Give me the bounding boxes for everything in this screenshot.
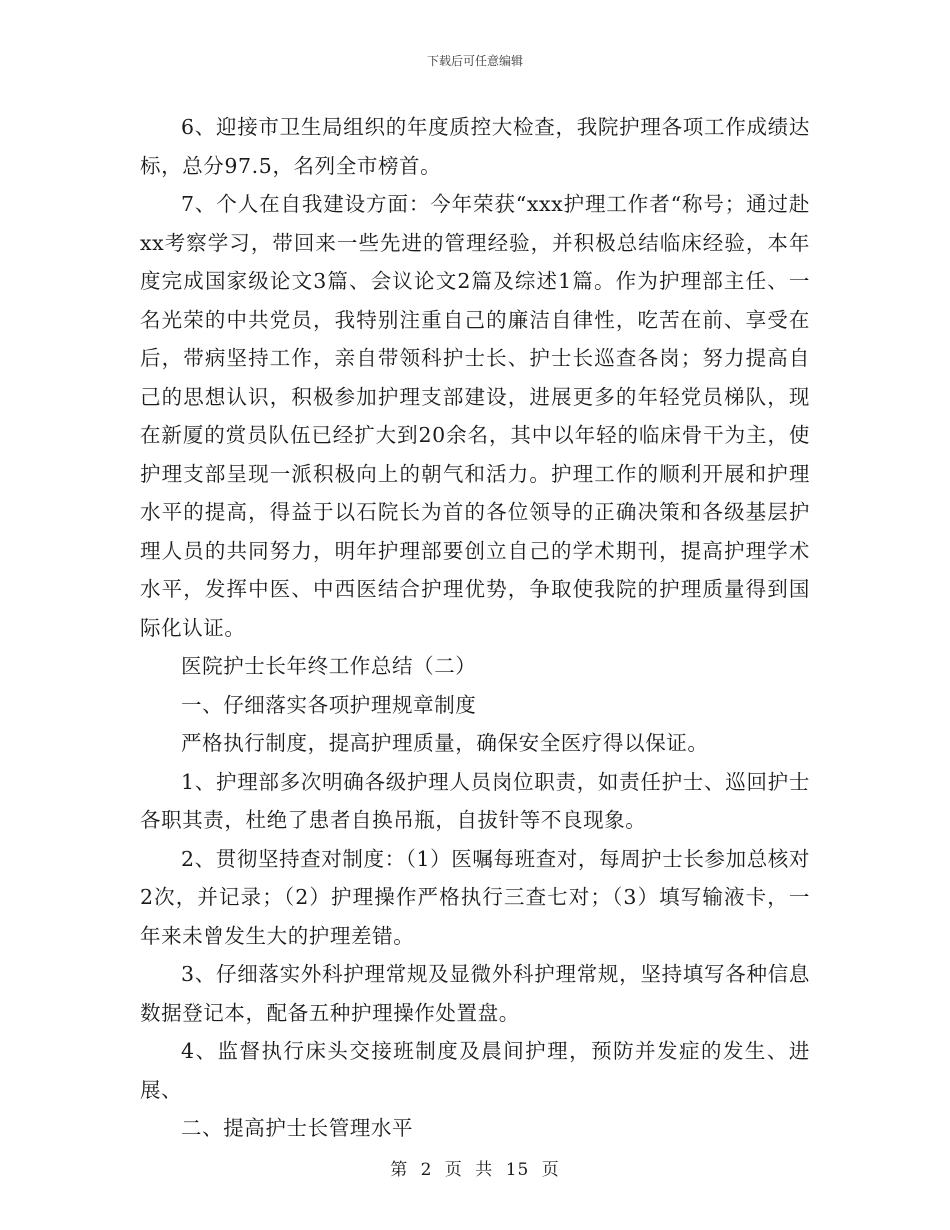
heading-two: 二、提高护士长管理水平 [181, 1116, 414, 1140]
page-header-note: 下载后可任意编辑 [426, 54, 523, 68]
paragraph-item-7: 7、个人在自我建设方面：今年荣获“xxx护理工作者“称号；通过赴xx考察学习，带回来一些先进的管理经验，并积极总结临床经验，本年度完成国家级论文3篇、会议论文2篇及综述1篇。作为护理部主任、一名光荣的中共党员，我特别注重自己的廉洁自律性，吃苦在前、享受在后，带病坚持工作，亲自带领科护士长、护士长巡查各岗；努力提高自己的思想认识，积极参加护理支部建设，进展更多的年轻党员梯队，现在新厦的赏员队伍已经扩大到20余名，其中以年轻的临床骨干为主，使护理支部呈现一派积极向上的朝气和活力。护理工作的顺利开展和护理水平的提高，得益于以石院长为首的各位领导的正确决策和各级基层护理人员的共同努力，明年护理部要创立自己的学术期刊，提高护理学术水平，发挥中医、中西医结合护理优势，争取使我院的护理质量得到国际化认证。 [140, 192, 810, 640]
document-body [140, 108, 810, 1148]
section-title: 医院护士长年终工作总结（二） [181, 654, 477, 678]
paragraph-item-2: 2、贯彻坚持查对制度：（1）医嘱每班查对，每周护士长参加总核对2次，并记录；（2）护理操作严格执行三查七对；（3）填写输液卡，一年来未曾发生大的护理差错。 [140, 846, 810, 948]
paragraph-item-3: 3、仔细落实外科护理常规及显微外科护理常规，坚持填写各种信息数据登记本，配备五种护理操作处置盘。 [140, 962, 810, 1025]
paragraph-intro: 严格执行制度，提高护理质量，确保安全医疗得以保证。 [181, 731, 709, 755]
heading-one: 一、仔细落实各项护理规章制度 [181, 692, 477, 717]
page-number-footer: 第 2 页 共 15 页 [390, 1160, 560, 1180]
paragraph-item-1: 1、护理部多次明确各级护理人员岗位职责，如责任护士、巡回护士各职其责，杜绝了患者自换吊瓶，自拔针等不良现象。 [140, 769, 810, 832]
paragraph-item-6: 6、迎接市卫生局组织的年度质控大检查，我院护理各项工作成绩达标，总分97.5，名列全市榜首。 [140, 115, 810, 178]
paragraph-item-4: 4、监督执行床头交接班制度及晨间护理，预防并发症的发生、进展、 [140, 1039, 810, 1102]
